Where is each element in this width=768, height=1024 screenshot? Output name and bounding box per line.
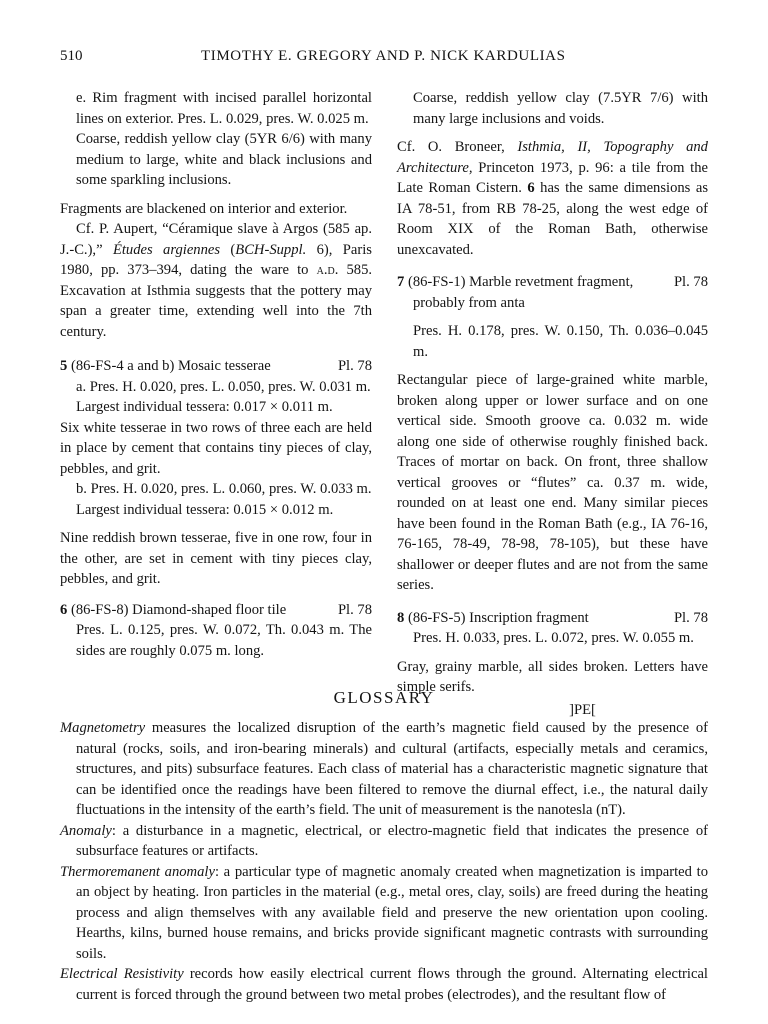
thermoremanent-definition: : a particular type of magnetic anomaly created when magnetization is imparted to an object by heating. Iron particles in the material (e.g., metal ores, clay, soils) are freed during the heating process and align themselves with any available field and preserve the new orientation upon cooling. Hearths, kilns, burned house remains, and bricks provide significant magnetic contrasts with surrounding soils. — [76, 863, 708, 962]
thermoremanent-term: Thermoremanent anomaly — [60, 863, 215, 880]
entry-5a-description: Six white tesserae in two rows of three each are held in place by cement that contains tiny pieces of clay, pebbles, and grit. — [60, 419, 372, 477]
item-e-dimensions: e. Rim fragment with incised parallel horizontal lines on exterior. Pres. L. 0.029, pres. W. 0.025 m. — [76, 90, 372, 127]
cf6-italic: Isthmia, II, Topography and Architecture, — [397, 139, 708, 176]
cf6-bold: 6 — [527, 180, 535, 196]
magnetometry-term: Magnetometry — [60, 720, 146, 736]
entry-8-dimensions: Pres. H. 0.033, pres. L. 0.072, pres. W. 0.055 m. — [413, 630, 694, 646]
entry-6-dimensions: Pres. L. 0.125, pres. W. 0.072, Th. 0.043 m. The sides are roughly 0.075 m. long. — [76, 622, 372, 659]
page-number: 510 — [60, 48, 83, 64]
cf6-text-3: has the same dimensions as IA 78-51, from RB 78-25, along the west edge of Room XIX of the Roman Bath, otherwise unexcavated. — [397, 180, 708, 258]
entry-6-clay: Coarse, reddish yellow clay (7.5YR 7/6) with many large inclusions and voids. — [413, 90, 708, 127]
glossary-section — [60, 718, 708, 1005]
right-column — [397, 88, 708, 720]
fragments-note: Fragments are blackened on interior and exterior. — [60, 200, 348, 217]
item-e-clay: Coarse, reddish yellow clay (5YR 6/6) with many medium to large, white and black inclusions and some sparkling inclusions. — [76, 131, 372, 188]
entry-7-plate: Pl. 78 — [673, 274, 708, 290]
cf-text-2: ( — [220, 241, 236, 258]
cf6-text-1: Cf. O. Broneer, — [397, 139, 518, 155]
entry-5a-largest: Largest individual tessera: 0.017 × 0.011 m. — [76, 399, 333, 415]
entry-7-dimensions: Pres. H. 0.178, pres. W. 0.150, Th. 0.036–0.045 m. — [413, 323, 708, 360]
cf6-text-2: Princeton 1973, p. 96: a tile from the Late Roman Cistern. — [397, 159, 708, 196]
entry-8-number: 8 — [397, 609, 405, 626]
cf-italic-1: Études argiennes — [112, 241, 221, 258]
entry-6-plate: Pl. 78 — [337, 601, 372, 618]
entry-5b-largest: Largest individual tessera: 0.015 × 0.012 m. — [76, 501, 334, 518]
entry-8-description: Gray, grainy marble, all sides broken. Letters have simple serifs. — [397, 658, 708, 695]
entry-5-plate: Pl. 78 — [337, 358, 372, 374]
glossary-anomaly — [60, 821, 708, 862]
cf-italic-2: BCH-Suppl. — [235, 241, 307, 258]
resistivity-term: Electrical Resistivity — [60, 966, 184, 982]
anomaly-definition: : a disturbance in a magnetic, electrical, or electro-magnetic field that indicates the presence of subsurface features or artifacts. — [76, 822, 708, 859]
entry-8-heading — [397, 608, 708, 629]
left-column — [60, 88, 372, 661]
glossary-magnetometry — [60, 718, 708, 821]
anomaly-term: Anomaly — [60, 822, 112, 839]
cf-text-4: 585. Excavation at Isthmia suggests that the pottery may span a greater time, extending well into the 7th century. — [60, 262, 373, 340]
glossary-thermoremanent — [60, 862, 708, 965]
entry-8-inscription: ]PE[ — [569, 701, 596, 718]
entry-8-label: (86-FS-5) Inscription fragment — [407, 609, 589, 626]
entry-8-plate: Pl. 78 — [673, 609, 708, 626]
entry-7-heading — [397, 272, 708, 313]
entry-7-number: 7 — [397, 274, 405, 290]
cf-text-1: Cf. P. Aupert, “Céramique slave à Argos (585 ap. J.-C.),” — [60, 221, 372, 258]
entry-5b-dimensions: b. Pres. H. 0.020, pres. L. 0.060, pres. W. 0.033 m. — [76, 481, 372, 497]
entry-5-number: 5 — [60, 358, 68, 374]
cf-text-3: 6), Paris 1980, pp. 373–394, dating the ware to — [60, 241, 372, 278]
entry-7-label: (86-FS-1) Marble revetment fragment, probably from anta — [407, 274, 634, 311]
entry-6-label: (86-FS-8) Diamond-shaped floor tile — [70, 601, 287, 618]
comparison-aupert — [60, 219, 372, 342]
glossary-title: GLOSSARY — [333, 688, 435, 707]
entry-5a-dimensions: a. Pres. H. 0.020, pres. L. 0.050, pres. W. 0.031 m. — [76, 378, 371, 395]
entry-6-heading — [60, 600, 372, 621]
entry-6-number: 6 — [60, 601, 68, 618]
entry-5b-description: Nine reddish brown tesserae, five in one row, four in the other, are set in cement with tiny pieces clay, pebbles, and grit. — [60, 530, 372, 587]
resistivity-definition: records how easily electrical current flows through the ground. Alternating electrical current is forced through the ground between two metal probes (electrodes), and the resultant flow of — [76, 966, 708, 1003]
magnetometry-definition: measures the localized disruption of the earth’s magnetic field caused by the presence of natural (rocks, soils, and iron-bearing minerals) and cultural (artifacts, especially metals and ceramics, structures, and pits) subsurface features. Each class of material has a characteristic magnetic signature that can be identified once the readings have been filtered to remove the diurnal effect, i.e., the natural daily fluctuations in the intensity of the earth’s field. The unit of measurement is the nanotesla (nT). — [76, 720, 708, 818]
entry-7-description: Rectangular piece of large-grained white marble, broken along upper or lower surface and on one vertical side. Smooth groove ca. 0.032 m. wide along one side of otherwise roughly finished back. Traces of mortar on back. On front, three shallow vertical grooves or “flutes” ca. 0.37 m. wide, rounded on at least one end. Many similar pieces have been found in the Roman Bath (e.g., IA 76-16, 76-165, 78-49, 78-98, 78-105), but these have shallower or deeper flutes and are not from the same series. — [397, 372, 708, 593]
entry-5-heading — [60, 356, 372, 377]
entry-5-label: (86-FS-4 a and b) Mosaic tesserae — [70, 358, 271, 374]
running-title: TIMOTHY E. GREGORY AND P. NICK KARDULIAS — [201, 48, 566, 64]
glossary-resistivity — [60, 964, 708, 1005]
entry-6-comparison — [397, 137, 708, 260]
cf-ad: a.d. — [316, 262, 339, 278]
